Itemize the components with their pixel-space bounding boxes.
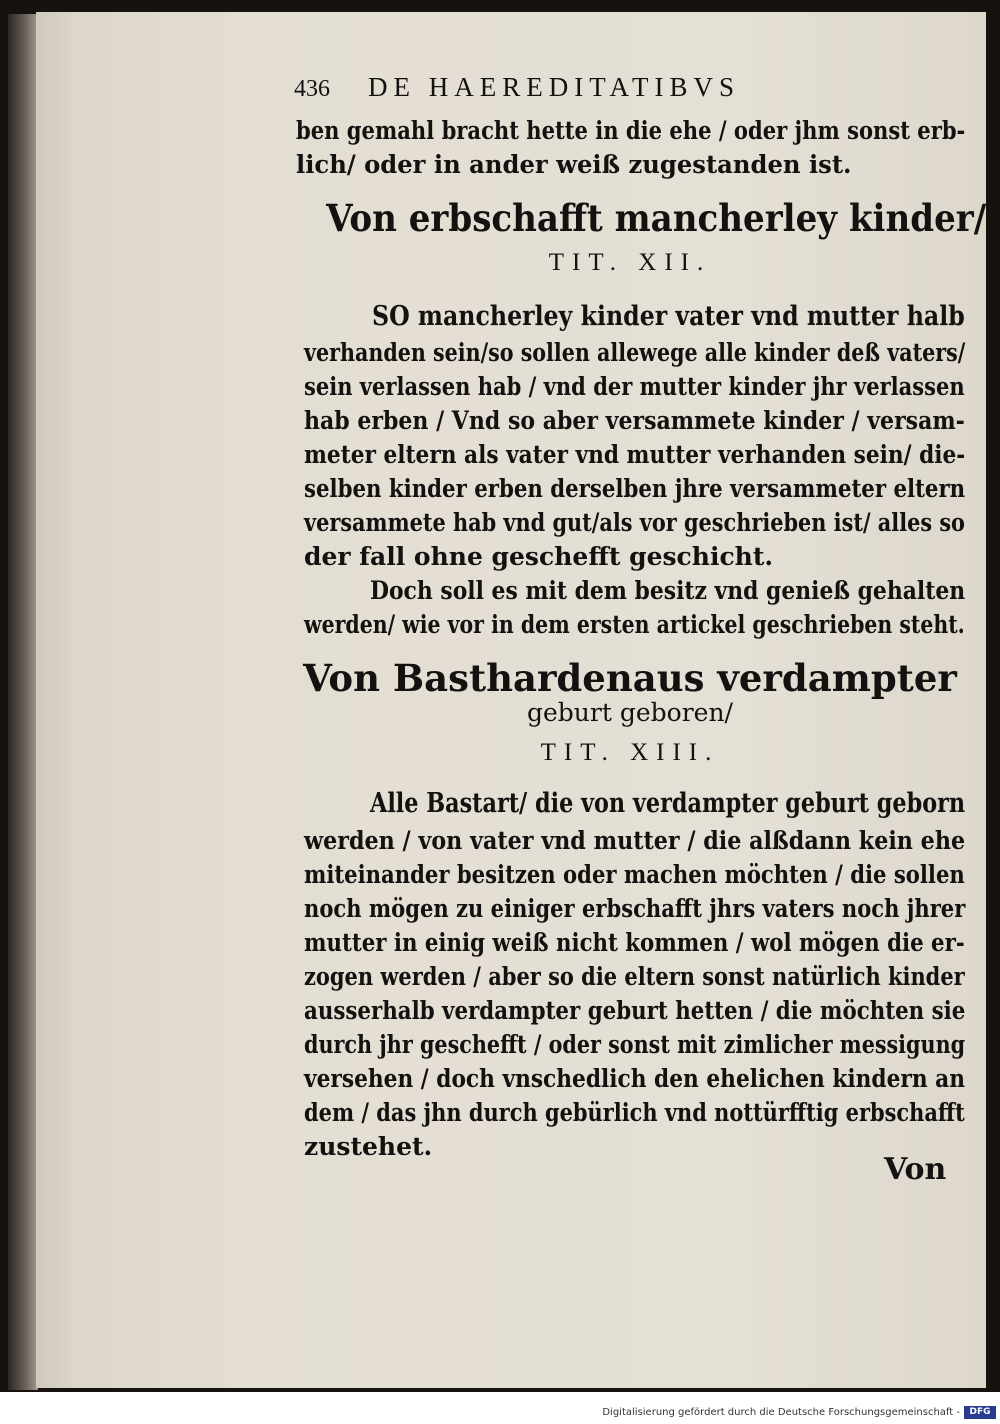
section-title-number-xii: TIT. XII. — [548, 249, 712, 276]
paragraph-xiii-line-8: durch jhr geschefft / oder sonst mit zimlicher messigung — [304, 1030, 966, 1059]
paragraph-xiii-line-7: ausserhalb verdampter geburt hetten / die möchten sie — [304, 996, 966, 1025]
paragraph-xiii-line-10: dem / das jhn durch gebürlich vnd nottürfftig erbschafft — [304, 1098, 965, 1127]
paragraph-xii-2-line-2: werden/ wie vor in dem ersten artickel geschrieben steht. — [304, 610, 965, 639]
paragraph-xiii-line-5: mutter in einig weiß nicht kommen / wol mögen die er- — [304, 928, 965, 957]
funding-note: Digitalisierung gefördert durch die Deutsche Forschungsgemeinschaft - — [602, 1407, 960, 1418]
running-head-title: DE HAEREDITATIBVS — [368, 72, 741, 102]
section-subheading-xiii: geburt geboren/ — [527, 698, 733, 727]
paragraph-xii-line-6: selben kinder erben derselben jhre versammeter eltern — [304, 474, 966, 503]
intro-line-2: lich/ oder in ander weiß zugestanden ist. — [296, 150, 852, 179]
paragraph-xiii-line-3: miteinander besitzen oder machen möchten / die sollen — [304, 860, 965, 889]
paragraph-xii-line-5: meter eltern als vater vnd mutter verhanden sein/ die- — [304, 440, 966, 469]
paragraph-xii-line-2: verhanden sein/so sollen allewege alle kinder deß vaters/ — [304, 338, 966, 367]
running-head — [294, 72, 740, 103]
section-heading-xii: Von erbschafft mancherley kinder/ — [326, 196, 987, 240]
intro-line-1: ben gemahl bracht hette in die ehe / oder jhm sonst erb- — [296, 116, 966, 145]
paragraph-xiii-line-9: versehen / doch vnschedlich den ehelichen kindern an — [304, 1064, 966, 1093]
book-spine-edge — [8, 14, 38, 1390]
paragraph-xii-line-1: SO mancherley kinder vater vnd mutter halb — [372, 301, 965, 332]
paragraph-xiii-line-2: werden / von vater vnd mutter / die alßdann kein ehe — [304, 826, 966, 855]
paragraph-xii-2-line-1: Doch soll es mit dem besitz vnd genieß gehalten — [370, 576, 966, 605]
paragraph-xii-line-8: der fall ohne geschefft geschicht. — [304, 542, 774, 571]
catchword: Von — [884, 1152, 947, 1187]
section-title-number-xiii: TIT. XIII. — [540, 739, 720, 766]
paragraph-xiii-line-11: zustehet. — [304, 1132, 433, 1161]
paragraph-xiii-line-4: noch mögen zu einiger erbschafft jhrs vaters noch jhrer — [304, 894, 966, 923]
paragraph-xii-line-4: hab erben / Vnd so aber versammete kinder / versam- — [304, 406, 965, 435]
page-number: 436 — [294, 76, 330, 102]
paragraph-xii-line-3: sein verlassen hab / vnd der mutter kinder jhr verlassen — [304, 372, 965, 401]
paragraph-xiii-line-1: Alle Bastart/ die von verdampter geburt geborn — [370, 788, 966, 819]
paragraph-xiii-line-6: zogen werden / aber so die eltern sonst natürlich kinder — [304, 962, 965, 991]
dfg-logo: DFG — [964, 1406, 996, 1419]
paragraph-xii-line-7: versammete hab vnd gut/als vor geschrieben ist/ alles so — [304, 508, 965, 537]
section-heading-xiii: Von Basthardenaus verdampter — [303, 656, 957, 700]
